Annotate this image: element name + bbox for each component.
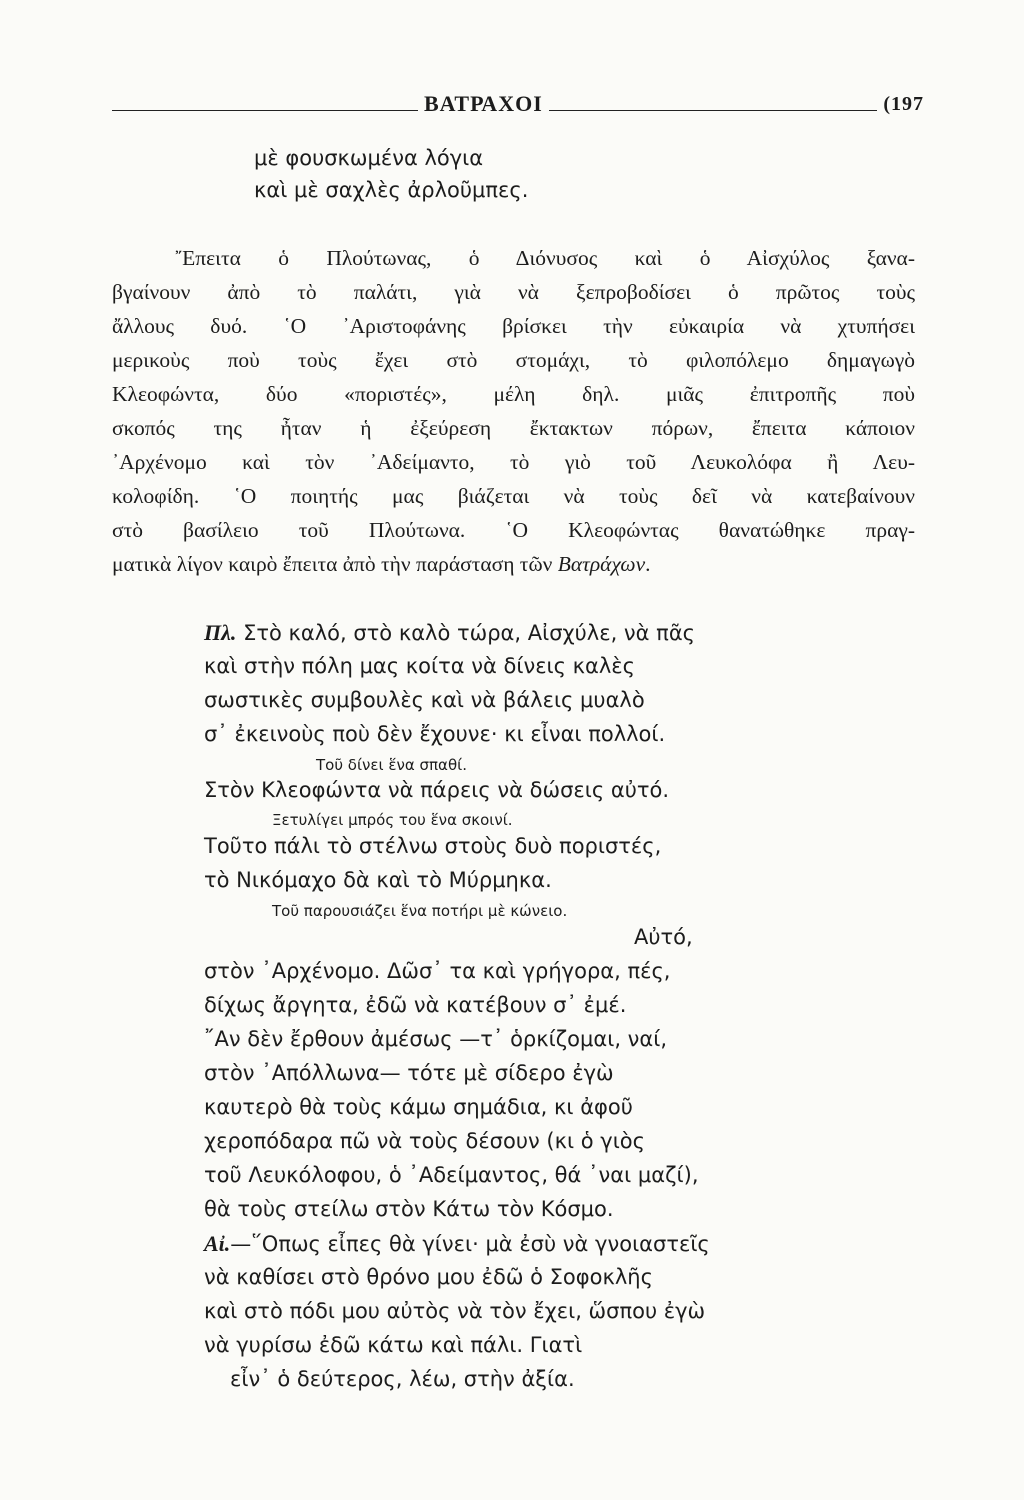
prose-line: μερικοὺς ποὺ τοὺς ἔχει στὸ στομάχι, τὸ φιλοπόλεμο δημαγωγὸ [112,348,915,372]
prose-line: ἄλλους δυό. ῾Ο ᾿Αριστοφάνης βρίσκει τὴν εὐκαιρία νὰ χτυπήσει [112,314,915,338]
stage-direction: Τοῦ δίνει ἕνα σπαθί. [316,756,467,774]
play-title-reference: Βατράχων [557,552,646,576]
prose-line: στὸ βασίλειο τοῦ Πλούτωνα. ῾Ο Κλεοφώντας θανατώθηκε πραγ- [112,518,915,542]
page-number: (197 [883,92,924,115]
dialogue-line [204,622,695,644]
dialogue-line: νὰ γυρίσω ἐδῶ κάτω καὶ πάλι. Γιατὶ [204,1333,583,1357]
dialogue-line-text: Στὸ καλό, στὸ καλὸ τώρα, Αἰσχύλε, νὰ πᾶς [236,621,695,645]
dialogue-line: σωστικὲς συμβουλὲς καὶ νὰ βάλεις μυαλὸ [204,688,645,712]
dialogue-line: καὶ στὸ πόδι μου αὐτὸς νὰ τὸν ἔχει, ὥσπου ἐγὼ [204,1299,706,1323]
dialogue-line: εἶν᾿ ὁ δεύτερος, λέω, στὴν ἀξία. [230,1367,575,1391]
dialogue-line: θὰ τοὺς στείλω στὸν Κάτω τὸν Κόσμο. [204,1197,614,1221]
stage-direction: Ξετυλίγει μπρός του ἕνα σκοινί. [272,811,513,829]
stage-direction: Τοῦ παρουσιάζει ἕνα ποτήρι μὲ κώνειο. [272,902,568,920]
dialogue-line: στὸν ᾿Απόλλωνα— τότε μὲ σίδερο ἐγὼ [204,1061,614,1085]
header-rule-right [549,110,878,111]
intro-verse-line: καὶ μὲ σαχλὲς ἀρλοῦμπες. [254,178,529,202]
header-rule-left [112,110,418,111]
dialogue-line: στὸν ᾿Αρχένομο. Δῶσ᾿ τα καὶ γρήγορα, πές, [204,959,671,983]
dialogue-line: νὰ καθίσει στὸ θρόνο μου ἐδῶ ὁ Σοφοκλῆς [204,1265,653,1289]
dialogue-line: τοῦ Λευκόλοφου, ὁ ᾿Αδείμαντος, θά ᾿ναι μαζί), [204,1163,699,1187]
prose-line: ῎Επειτα ὁ Πλούτωνας, ὁ Διόνυσος καὶ ὁ Αἰσχύλος ξανα- [175,246,915,270]
dialogue-line: τὸ Νικόμαχο δὰ καὶ τὸ Μύρμηκα. [204,868,552,892]
prose-last-line-start: ματικὰ λίγον καιρὸ ἔπειτα ἀπὸ τὴν παράσταση τῶν [112,552,558,576]
prose-last-line-end: . [645,552,651,576]
speaker-label: Αἰ. [204,1231,231,1256]
prose-last-line [112,554,651,576]
speaker-label: Πλ. [204,620,237,645]
dialogue-line: δίχως ἄργητα, ἐδῶ νὰ κατέβουν σ᾿ ἐμέ. [204,993,627,1017]
dialogue-line: καὶ στὴν πόλη μας κοίτα νὰ δίνεις καλὲς [204,654,635,678]
dialogue-line: Αὐτό, [634,925,693,949]
dialogue-line: σ᾿ ἐκεινοὺς ποὺ δὲν ἔχουνε· κι εἶναι πολλοί. [204,722,666,746]
running-header [112,92,924,116]
prose-line: Κλεοφώντα, δύο «ποριστές», μέλη δηλ. μιᾶς ἐπιτροπῆς ποὺ [112,382,915,406]
dialogue-line: Στὸν Κλεοφώντα νὰ πάρεις νὰ δώσεις αὐτό. [204,778,670,802]
dialogue-line: Τοῦτο πάλι τὸ στέλνω στοὺς δυὸ ποριστές, [204,834,662,858]
page-number-value: 197 [891,92,924,115]
intro-verse-line: μὲ φουσκωμένα λόγια [254,146,484,170]
running-title: ΒΑΤΡΑΧΟΙ [424,91,543,116]
prose-line: βγαίνουν ἀπὸ τὸ παλάτι, γιὰ νὰ ξεπροβοδίσει ὁ πρῶτος τοὺς [112,280,915,304]
prose-line: σκοπός της ἦταν ἡ ἐξεύρεση ἔκτακτων πόρων, ἔπειτα κάποιον [112,416,915,440]
dialogue-line: ῎Αν δὲν ἔρθουν ἀμέσως —τ᾿ ὁρκίζομαι, ναί, [204,1027,668,1051]
dialogue-line-text: —῞Οπως εἶπες θὰ γίνει· μὰ ἐσὺ νὰ γνοιαστεῖς [230,1232,710,1256]
prose-line: κολοφίδη. ῾Ο ποιητής μας βιάζεται νὰ τοὺς δεῖ νὰ κατεβαίνουν [112,484,915,508]
prose-line: ᾿Αρχένομο καὶ τὸν ᾿Αδείμαντο, τὸ γιὸ τοῦ Λευκολόφα ἢ Λευ- [112,450,915,474]
dialogue-line: χεροπόδαρα πῶ νὰ τοὺς δέσουν (κι ὁ γιὸς [204,1129,645,1153]
dialogue-line [204,1233,710,1255]
dialogue-line: καυτερὸ θὰ τοὺς κάμω σημάδια, κι ἀφοῦ [204,1095,633,1119]
